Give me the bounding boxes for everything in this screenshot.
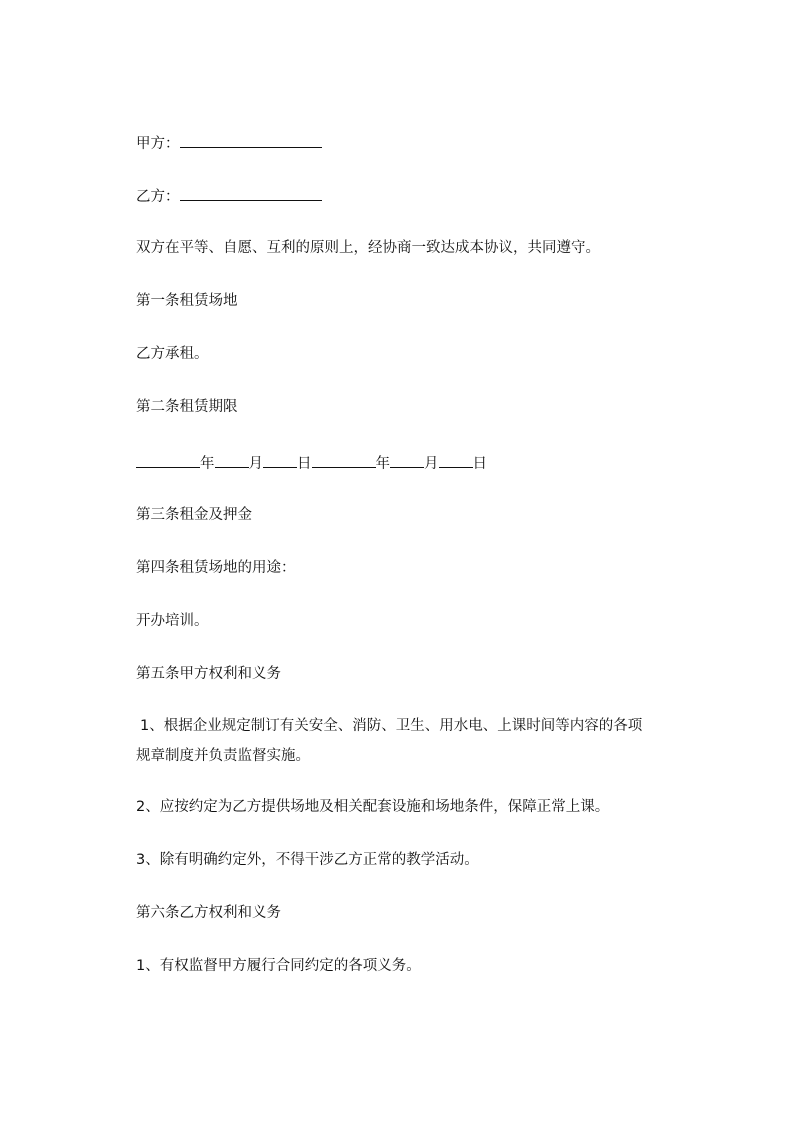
party-b-line <box>136 185 322 207</box>
article-2-title: 第二条租赁期限 <box>136 399 238 415</box>
start-year-blank[interactable] <box>136 452 200 468</box>
lease-term-line <box>136 452 487 474</box>
article-5-item-2: 2、应按约定为乙方提供场地及相关配套设施和场地条件，保障正常上课。 <box>136 799 610 815</box>
article-1-body: 乙方承租。 <box>136 346 209 362</box>
end-day-label: 日 <box>472 456 487 472</box>
article-6-title: 第六条乙方权利和义务 <box>136 905 281 921</box>
party-a-label: 甲方： <box>136 136 180 152</box>
start-year-label: 年 <box>200 456 215 472</box>
start-month-blank[interactable] <box>215 452 249 468</box>
party-b-blank[interactable] <box>180 185 322 201</box>
article-6-item-1: 1、有权监督甲方履行合同约定的各项义务。 <box>136 958 421 974</box>
party-a-line <box>136 132 322 154</box>
party-b-label: 乙方： <box>136 189 180 205</box>
preamble: 双方在平等、自愿、互利的原则上，经协商一致达成本协议，共同遵守。 <box>136 240 600 256</box>
end-day-blank[interactable] <box>439 452 473 468</box>
article-4-body: 开办培训。 <box>136 613 209 629</box>
end-year-label: 年 <box>375 456 390 472</box>
article-1-title: 第一条租赁场地 <box>136 293 238 309</box>
article-5-item-1: 1、根据企业规定制订有关安全、消防、卫生、用水电、上课时间等内容的各项规章制度并负责监督实施。 <box>136 718 643 764</box>
article-4-title: 第四条租赁场地的用途： <box>136 560 296 576</box>
end-month-label: 月 <box>424 456 439 472</box>
start-day-blank[interactable] <box>263 452 297 468</box>
start-day-label: 日 <box>297 456 312 472</box>
end-year-blank[interactable] <box>312 452 376 468</box>
end-month-blank[interactable] <box>390 452 424 468</box>
article-5-title: 第五条甲方权利和义务 <box>136 666 281 682</box>
party-a-blank[interactable] <box>180 132 322 148</box>
article-3-title: 第三条租金及押金 <box>136 507 252 523</box>
article-5-item-3: 3、除有明确约定外，不得干涉乙方正常的教学活动。 <box>136 852 479 868</box>
start-month-label: 月 <box>248 456 263 472</box>
